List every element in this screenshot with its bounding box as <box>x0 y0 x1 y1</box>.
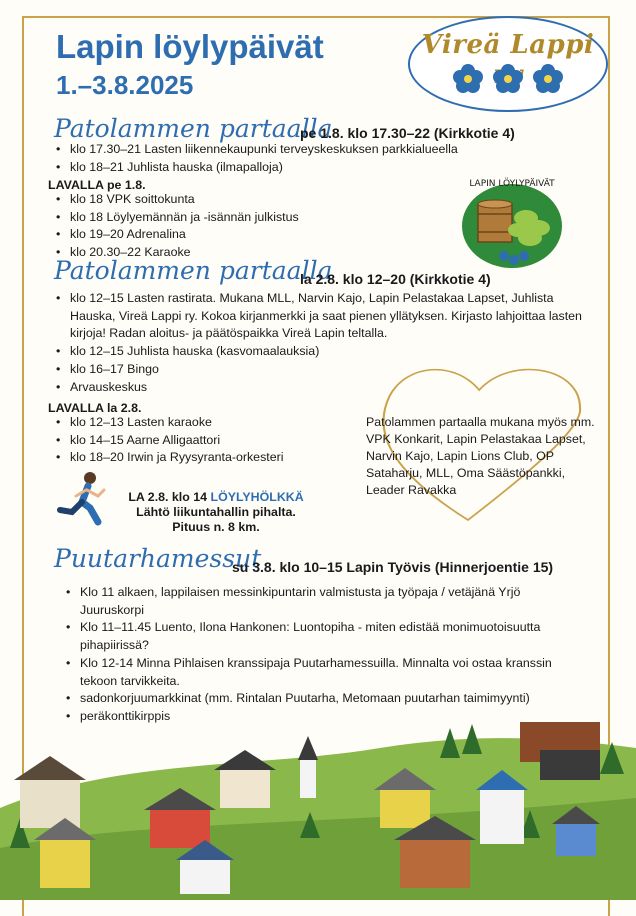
run-line3: Pituus n. 8 km. <box>172 520 260 534</box>
list-item: • klo 12–13 Lasten karaoke <box>48 414 348 432</box>
flower-icon <box>533 64 563 94</box>
section1-script-title: Patolammen partaalla <box>54 114 333 143</box>
list-item: • Arvauskeskus <box>48 379 588 397</box>
sauna-bucket-badge <box>452 170 572 274</box>
section1-stage-list <box>48 191 408 262</box>
list-item: • klo 17.30–21 Lasten liikennekaupunki terveyskeskuksen parkkialueella <box>48 141 588 159</box>
list-item: • Klo 11–11.45 Luento, Ilona Hankonen: Luontopiha - miten edistää monimuotoisuutta pihapiirissä? <box>58 619 578 654</box>
section3-heading: su 3.8. klo 10–15 Lapin Työvis (Hinnerjoentie 15) <box>232 559 554 575</box>
section2-stage-list <box>48 414 348 467</box>
list-item: • klo 14–15 Aarne Alligaattori <box>48 432 348 450</box>
list-item: • klo 18 VPK soittokunta <box>48 191 408 209</box>
section3-script-title: Puutarhamessut <box>54 544 262 573</box>
section1-heading: pe 1.8. klo 17.30–22 (Kirkkotie 4) <box>300 125 515 141</box>
run-info <box>106 490 326 535</box>
run-highlight: LÖYLYHÖLKKÄ <box>210 490 304 504</box>
section2-stage-label: LAVALLA la 2.8. <box>48 401 142 415</box>
flower-icon <box>453 64 483 94</box>
badge-text: LAPIN LÖYLYPÄIVÄT <box>469 179 555 189</box>
list-item: • sadonkorjuumarkkinat (mm. Rintalan Puutarha, Metomaan puutarhan taimimyynti) <box>58 690 578 708</box>
run-line1: LA 2.8. klo 14 <box>128 490 211 504</box>
logo-text: Vireä Lappi <box>421 30 595 60</box>
town-illustration <box>0 718 636 900</box>
list-item: • klo 20.30–22 Karaoke <box>48 244 408 262</box>
list-item: • peräkonttikirppis <box>58 708 578 726</box>
vireä-lappi-logo <box>408 16 608 112</box>
section2-heading: la 2.8. klo 12–20 (Kirkkotie 4) <box>300 271 491 287</box>
list-item: • klo 18–20 Irwin ja Ryysyranta-orkesteri <box>48 449 348 467</box>
page-title: Lapin löylypäivät <box>56 28 324 65</box>
list-item: • klo 16–17 Bingo <box>48 361 588 379</box>
section3-list <box>58 584 578 726</box>
flower-icon <box>493 64 523 94</box>
section2-script-title: Patolammen partaalla <box>54 256 333 285</box>
list-item: • Klo 12-14 Minna Pihlaisen kranssipaja Puutarhamessuilla. Minnalta voi ostaa kranssin tekoon tarvikkeita. <box>58 655 578 690</box>
list-item: • klo 12–15 Lasten rastirata. Mukana MLL, Narvin Kajo, Lapin Pelastakaa Lapset, Juhlista Hauska, Vireä Lappi ry. Kokoa kirjanmerkki ja saat pienen yllätyksen. Kirjasto lahjoittaa lasten kirjoja! Radan aloitus- ja päätöspaikka Vireä Lapin teltalla. <box>48 290 588 343</box>
event-dates: 1.–3.8.2025 <box>56 70 194 100</box>
section1-stage-label: LAVALLA pe 1.8. <box>48 178 146 192</box>
flower-icons <box>410 64 606 99</box>
list-item: • klo 18 Löylyemännän ja -isännän julkistus <box>48 209 408 227</box>
list-item: • klo 18–21 Juhlista hauska (ilmapalloja) <box>48 159 588 177</box>
list-item: • Klo 11 alkaen, lappilaisen messinkipuntarin valmistusta ja työpaja / vetäjänä Yrjö Juuruskorpi <box>58 584 578 619</box>
run-line2: Lähtö liikuntahallin pihalta. <box>136 505 296 519</box>
heart-text: Patolammen partaalla mukana myös mm. VPK Konkarit, Lapin Pelastakaa Lapset, Narvin Kajo, Lapin Lions Club, OP Sataharju, MLL, Oma Säästöpankki, Leader Ravakka <box>366 415 595 497</box>
list-item: • klo 19–20 Adrenalina <box>48 226 408 244</box>
list-item: • klo 12–15 Juhlista hauska (kasvomaalauksia) <box>48 343 588 361</box>
